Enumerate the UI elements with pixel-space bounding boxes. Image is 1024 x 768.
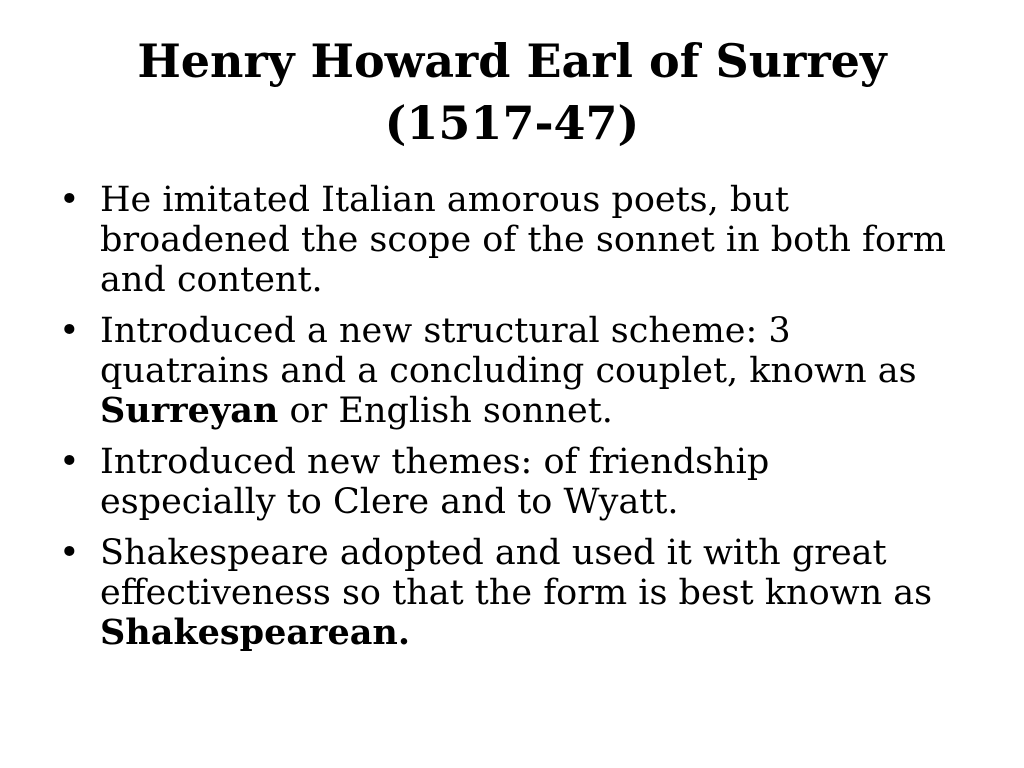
bullet-dot-icon: • (59, 311, 80, 351)
title-line-dates: (1517-47) (384, 96, 640, 150)
bullet-text: Introduced a new structural scheme: 3 quatrains and a concluding couplet, known as (100, 311, 917, 391)
bullet-text: He imitated Italian amorous poets, but broadened the scope of the sonnet in both form and content. (100, 180, 946, 300)
slide-title (40, 30, 984, 154)
bullet-dot-icon: • (59, 533, 80, 573)
bullet-item-3 (55, 442, 955, 522)
bullet-item-2 (55, 311, 955, 431)
bullet-text: Shakespeare adopted and used it with great effectiveness so that the form is best known as (100, 533, 933, 613)
bullet-item-4 (55, 533, 955, 653)
title-line-name: Henry Howard Earl of Surrey (137, 34, 887, 88)
bullet-dot-icon: • (59, 180, 80, 220)
bullet-text-tail: or English sonnet. (278, 391, 613, 431)
bullet-list (55, 180, 955, 664)
bullet-text: Introduced new themes: of friendship especially to Clere and to Wyatt. (100, 442, 770, 522)
bold-term-shakespearean: Shakespearean. (100, 612, 411, 653)
bullet-item-1 (55, 180, 955, 300)
bold-term-surreyan: Surreyan (100, 390, 279, 431)
bullet-dot-icon: • (59, 442, 80, 482)
